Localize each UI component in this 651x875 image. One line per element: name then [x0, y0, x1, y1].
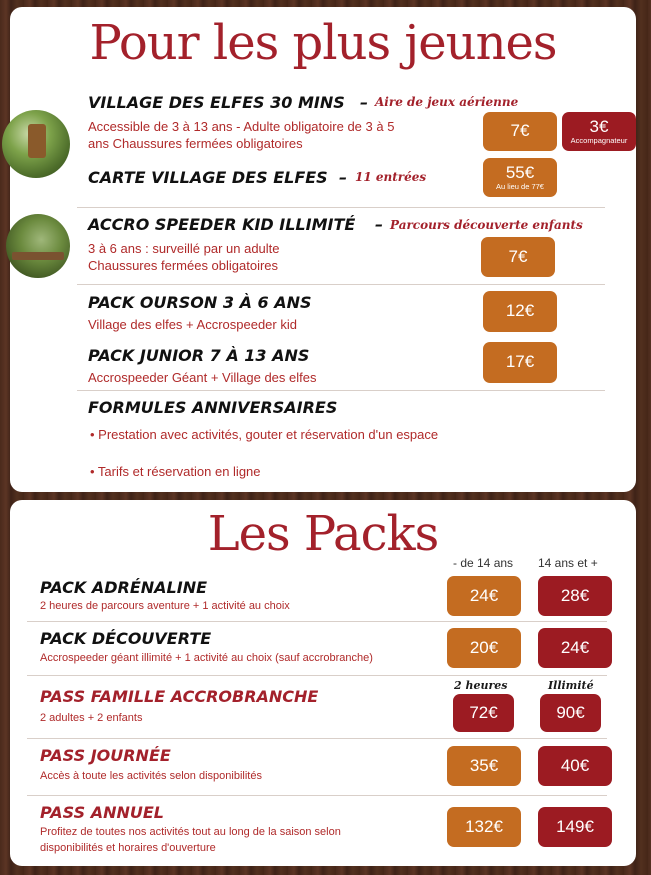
pack-desc-decouverte: Accrospeeder géant illimité + 1 activité au choix (sauf accrobranche)	[40, 652, 373, 664]
price-value: 12€	[505, 301, 535, 321]
item-name-accro-speeder-kid: ACCRO SPEEDER KID ILLIMITÉ	[88, 215, 356, 234]
divider	[77, 284, 605, 285]
pack-name-journee: PASS JOURNÉE	[40, 746, 171, 765]
section-title-packs: Les Packs	[207, 506, 439, 562]
price-value: 3€	[589, 116, 609, 136]
pack-name-adrenaline: PACK ADRÉNALINE	[40, 578, 208, 597]
price-famille-2-hours	[453, 694, 514, 732]
divider	[27, 621, 607, 622]
price-value: 55€	[505, 162, 535, 182]
divider	[27, 738, 607, 739]
item-desc-village-elfes-1: Accessible de 3 à 13 ans - Adulte obligatoire de 3 à 5	[88, 119, 395, 134]
pack-name-annuel: PASS ANNUEL	[40, 803, 164, 822]
price-value: 90€	[556, 702, 585, 722]
price-value: 17€	[505, 352, 535, 372]
price-journee-14-plus	[538, 746, 612, 786]
price-famille-unlimited	[540, 694, 601, 732]
price-value: 149€	[556, 816, 594, 836]
pack-name-decouverte: PACK DÉCOUVERTE	[40, 629, 212, 648]
price-value: 24€	[560, 637, 590, 657]
divider	[77, 207, 605, 208]
price-value: 72€	[469, 702, 498, 722]
price-accompagnateur	[562, 112, 636, 151]
item-sep: –	[375, 215, 383, 234]
price-annuel-under-14	[447, 807, 521, 847]
item-tag-carte-village: 11 entrées	[355, 170, 427, 184]
item-name-anniversaires: FORMULES ANNIVERSAIRES	[88, 398, 338, 417]
pack-desc-famille: 2 adultes + 2 enfants	[40, 712, 143, 724]
price-adrenaline-under-14	[447, 576, 521, 616]
divider	[27, 675, 607, 676]
price-journee-under-14	[447, 746, 521, 786]
column-header-unlimited: Illimité	[548, 679, 594, 692]
price-value: 28€	[560, 585, 590, 605]
price-value: 20€	[469, 637, 499, 657]
item-name-carte-village: CARTE VILLAGE DES ELFES	[88, 168, 328, 187]
item-sep: –	[339, 168, 347, 187]
divider	[77, 390, 605, 391]
price-value: 7€	[510, 121, 530, 141]
column-header-2-hours: 2 heures	[454, 679, 508, 692]
price-sub-label: Accompagnateur	[570, 136, 628, 146]
item-sep: –	[360, 93, 368, 112]
list-item: • Prestation avec activités, gouter et réservation d'un espace	[90, 427, 439, 442]
item-name-pack-junior: PACK JUNIOR 7 À 13 ANS	[88, 346, 310, 365]
price-value: 7€	[508, 246, 528, 266]
item-desc-pack-ourson: Village des elfes + Accrospeeder kid	[88, 317, 297, 332]
pack-desc-journee: Accès à toute les activités selon disponibilités	[40, 770, 262, 782]
item-desc-pack-junior: Accrospeeder Géant + Village des elfes	[88, 370, 317, 385]
column-header-under-14: - de 14 ans	[453, 556, 514, 570]
section-title-young: Pour les plus jeunes	[89, 15, 557, 71]
pack-desc-annuel-1: Profitez de toutes nos activités tout au long de la saison selon	[40, 826, 341, 838]
price-decouverte-14-plus	[538, 628, 612, 668]
list-item: • Tarifs et réservation en ligne	[90, 464, 261, 479]
item-tag-village-elfes: Aire de jeux aérienne	[375, 95, 519, 109]
column-header-14-plus: 14 ans et +	[538, 556, 598, 570]
price-value: 24€	[469, 585, 499, 605]
price-value: 35€	[469, 755, 499, 775]
item-name-pack-ourson: PACK OURSON 3 À 6 ANS	[88, 293, 312, 312]
price-adrenaline-14-plus	[538, 576, 612, 616]
price-value: 40€	[560, 755, 590, 775]
accro-speeder-kid-photo	[6, 214, 70, 278]
pack-desc-adrenaline: 2 heures de parcours aventure + 1 activité au choix	[40, 600, 290, 612]
price-annuel-14-plus	[538, 807, 612, 847]
item-desc-accro-speeder-kid-1: 3 à 6 ans : surveillé par un adulte	[88, 241, 280, 256]
pack-desc-annuel-2: disponibilités et horaires d'ouverture	[40, 842, 216, 854]
price-accro-speeder-kid	[481, 237, 555, 277]
item-tag-accro-speeder-kid: Parcours découverte enfants	[390, 218, 583, 232]
pack-name-famille: PASS FAMILLE ACCROBRANCHE	[40, 687, 319, 706]
price-decouverte-under-14	[447, 628, 521, 668]
price-value: 132€	[465, 816, 503, 836]
price-village-elfes	[483, 112, 557, 151]
price-sub-label: Au lieu de 77€	[496, 182, 544, 192]
price-pack-ourson	[483, 291, 557, 332]
item-name-village-elfes: VILLAGE DES ELFES 30 MINS	[88, 93, 345, 112]
price-pack-junior	[483, 342, 557, 383]
village-elfes-photo	[2, 110, 70, 178]
price-carte-village	[483, 158, 557, 197]
item-desc-village-elfes-2: ans Chaussures fermées obligatoires	[88, 136, 303, 151]
divider	[27, 795, 607, 796]
item-desc-accro-speeder-kid-2: Chaussures fermées obligatoires	[88, 258, 279, 273]
